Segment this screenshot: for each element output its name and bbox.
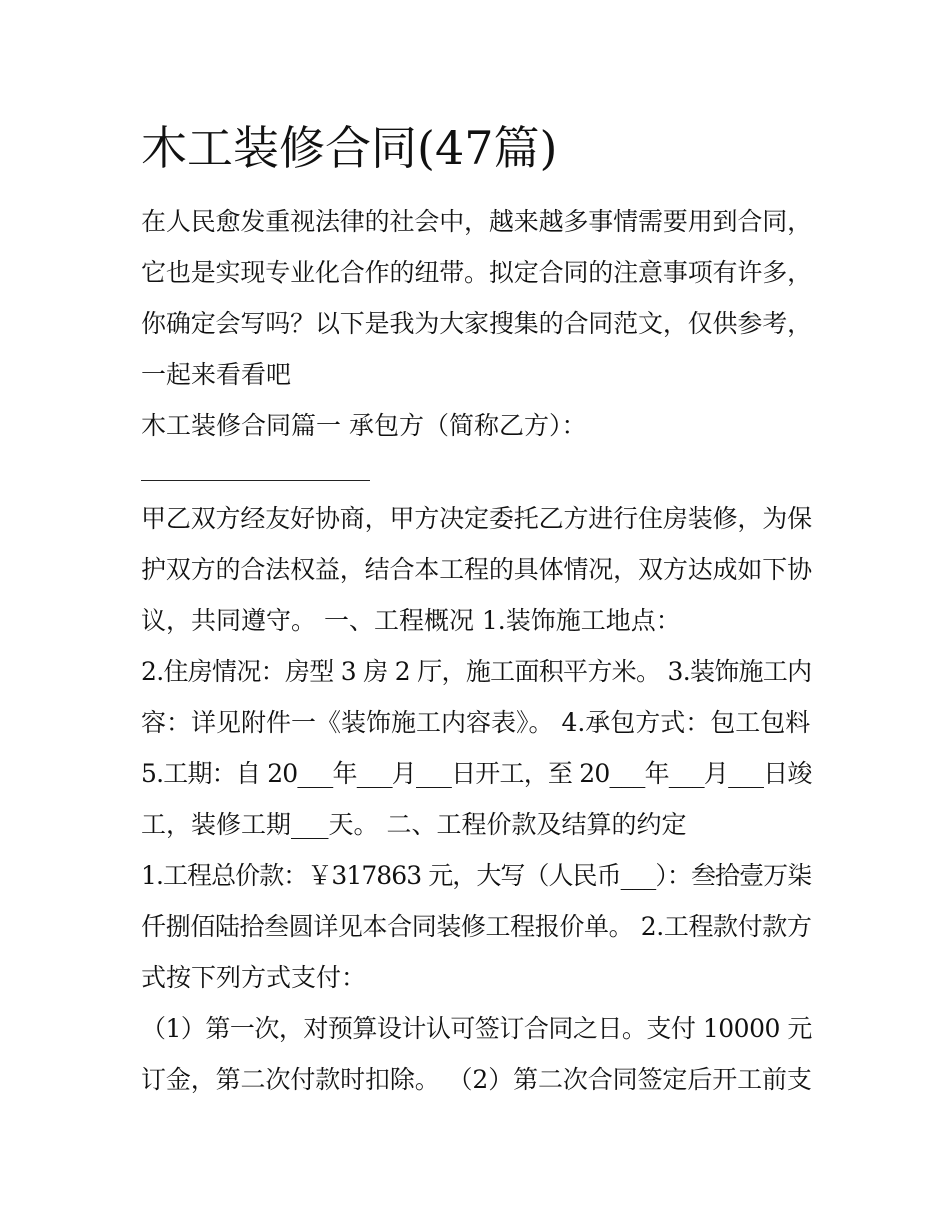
paragraph-line: 仟捌佰陆拾叁圆详见本合同装修工程报价单。 2.工程款付款方: [141, 912, 812, 941]
paragraph-line: 议，共同遵守。 一、工程概况 1.装饰施工地点：: [141, 606, 681, 635]
paragraph-line: 你确定会写吗？以下是我为大家搜集的合同范文，仅供参考，: [141, 309, 812, 338]
paragraph-line: 护双方的合法权益，结合本工程的具体情况，双方达成如下协: [141, 555, 812, 584]
paragraph-line: 式按下列方式支付：: [141, 963, 367, 992]
paragraph-line: 它也是实现专业化合作的纽带。拟定合同的注意事项有许多，: [141, 258, 812, 287]
paragraph-line: 甲乙双方经友好协商，甲方决定委托乙方进行住房装修，为保: [141, 504, 812, 533]
blank-underline: [141, 480, 370, 481]
paragraph-line: 工，装修工期___天。 二、工程价款及结算的约定: [141, 810, 687, 839]
paragraph-line: 订金，第二次付款时扣除。 （2）第二次合同签定后开工前支: [141, 1065, 812, 1094]
paragraph-line: 在人民愈发重视法律的社会中，越来越多事情需要用到合同，: [141, 207, 812, 236]
paragraph-line: 5.工期：自 20___年___月___日开工，至 20___年___月___日竣: [141, 759, 812, 788]
paragraph-line: 2.住房情况：房型 3 房 2 厅，施工面积平方米。 3.装饰施工内: [141, 657, 812, 686]
paragraph-line: 1.工程总价款：￥317863 元，大写（人民币___）：叁拾壹万柒: [141, 861, 812, 890]
paragraph-line: （1）第一次，对预算设计认可签订合同之日。支付 10000 元: [141, 1014, 812, 1043]
section-heading-line: 木工装修合同篇一 承包方（简称乙方）：: [141, 411, 587, 440]
paragraph-line: 容：详见附件一《装饰施工内容表》。 4.承包方式：包工包料: [141, 708, 811, 737]
paragraph-line: 一起来看看吧: [141, 360, 292, 389]
document-title: 木工装修合同(47篇): [141, 121, 558, 175]
